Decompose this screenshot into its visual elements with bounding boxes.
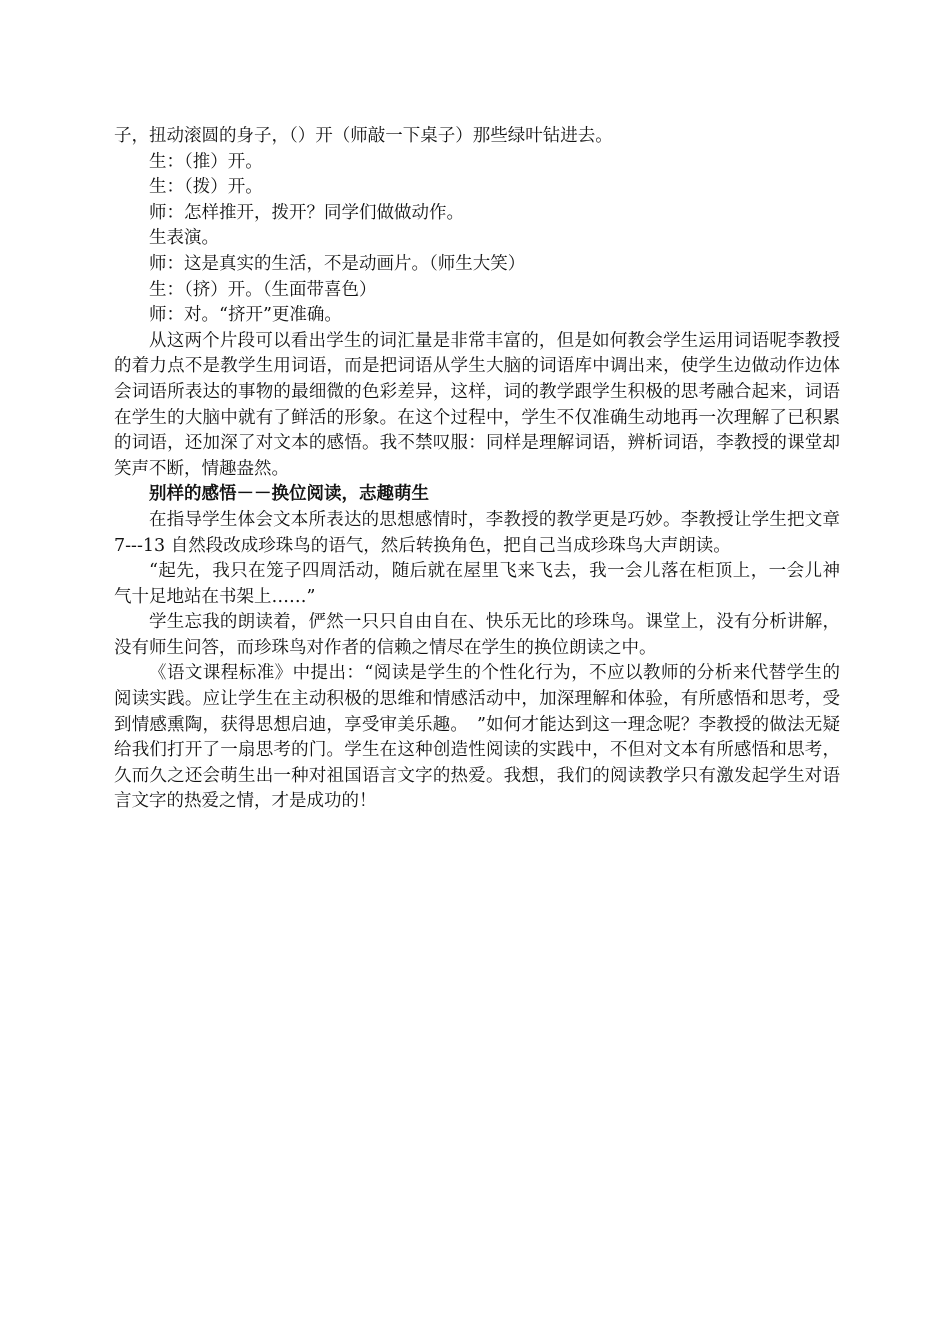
paragraph-continuation: 子，扭动滚圆的身子，（）开（师敲一下桌子）那些绿叶钻进去。 <box>114 126 613 146</box>
dialogue-line-teacher-confirm: 师：对。“挤开”更准确。 <box>149 305 342 326</box>
paragraph-quote: “起先，我只在笼子四周活动，随后就在屋里飞来飞去，我一会儿落在柜顶上，一会儿神气十足地站在书架上……” <box>114 561 840 607</box>
paragraph-role-reading: 在指导学生体会文本所表达的思想感情时，李教授的教学更是巧妙。李教授让学生把文章 7---13 自然段改成珍珠鸟的语气，然后转换角色，把自己当成珍珠鸟大声朗读。 <box>114 509 840 556</box>
dialogue-line-student-squeeze: 生：（挤）开。（生面带喜色） <box>149 279 377 300</box>
paragraph-student-reading: 学生忘我的朗读着，俨然一只只自由自在、快乐无比的珍珠鸟。课堂上，没有分析讲解，没有师生问答，而珍珠鸟对作者的信赖之情尽在学生的换位朗读之中。 <box>114 612 840 658</box>
paragraph-vocabulary-analysis: 从这两个片段可以看出学生的词汇量是非常丰富的，但是如何教会学生运用词语呢李教授的着力点不是教学生用词语，而是把词语从学生大脑的词语库中调出来，使学生边做动作边体会词语所表达的事物的最细微的色彩差异，这样，词的教学跟学生积极的思考融合起来，词语在学生的大脑中就有了鲜活的形象。在这个过程中，学生不仅准确生动地再一次理解了已积累的词语，还加深了对文本的感悟。我不禁叹服：同样是理解词语，辨析词语，李教授的课堂却笑声不断，情趣盎然。 <box>114 330 840 479</box>
dialogue-line-teacher-real-life: 师：这是真实的生活，不是动画片。（师生大笑） <box>149 253 526 274</box>
document-body <box>114 124 840 815</box>
dialogue-line-student-pull: 生：（拨）开。 <box>149 177 263 198</box>
section-heading: 别样的感悟－－换位阅读，志趣萌生 <box>149 484 429 505</box>
dialogue-line-student-push: 生：（推）开。 <box>149 151 263 172</box>
dialogue-line-student-act: 生表演。 <box>149 228 219 249</box>
dialogue-line-teacher-ask: 师：怎样推开，拨开？同学们做做动作。 <box>149 202 464 223</box>
paragraph-curriculum-standard: 《语文课程标准》中提出：“阅读是学生的个性化行为，不应以教师的分析来代替学生的阅读实践。应让学生在主动积极的思维和情感活动中，加深理解和体验，有所感悟和思考，受到情感熏陶，获得思想启迪，享受审美乐趣。 ”如何才能达到这一理念呢？李教授的做法无疑给我们打开了一扇思考的门。学生在这种创造性阅读的实践中，不但对文本有所感悟和思考，久而久之还会萌生出一种对祖国语言文字的热爱。我想，我们的阅读教学只有激发起学生对语言文字的热爱之情，才是成功的！ <box>114 663 840 812</box>
